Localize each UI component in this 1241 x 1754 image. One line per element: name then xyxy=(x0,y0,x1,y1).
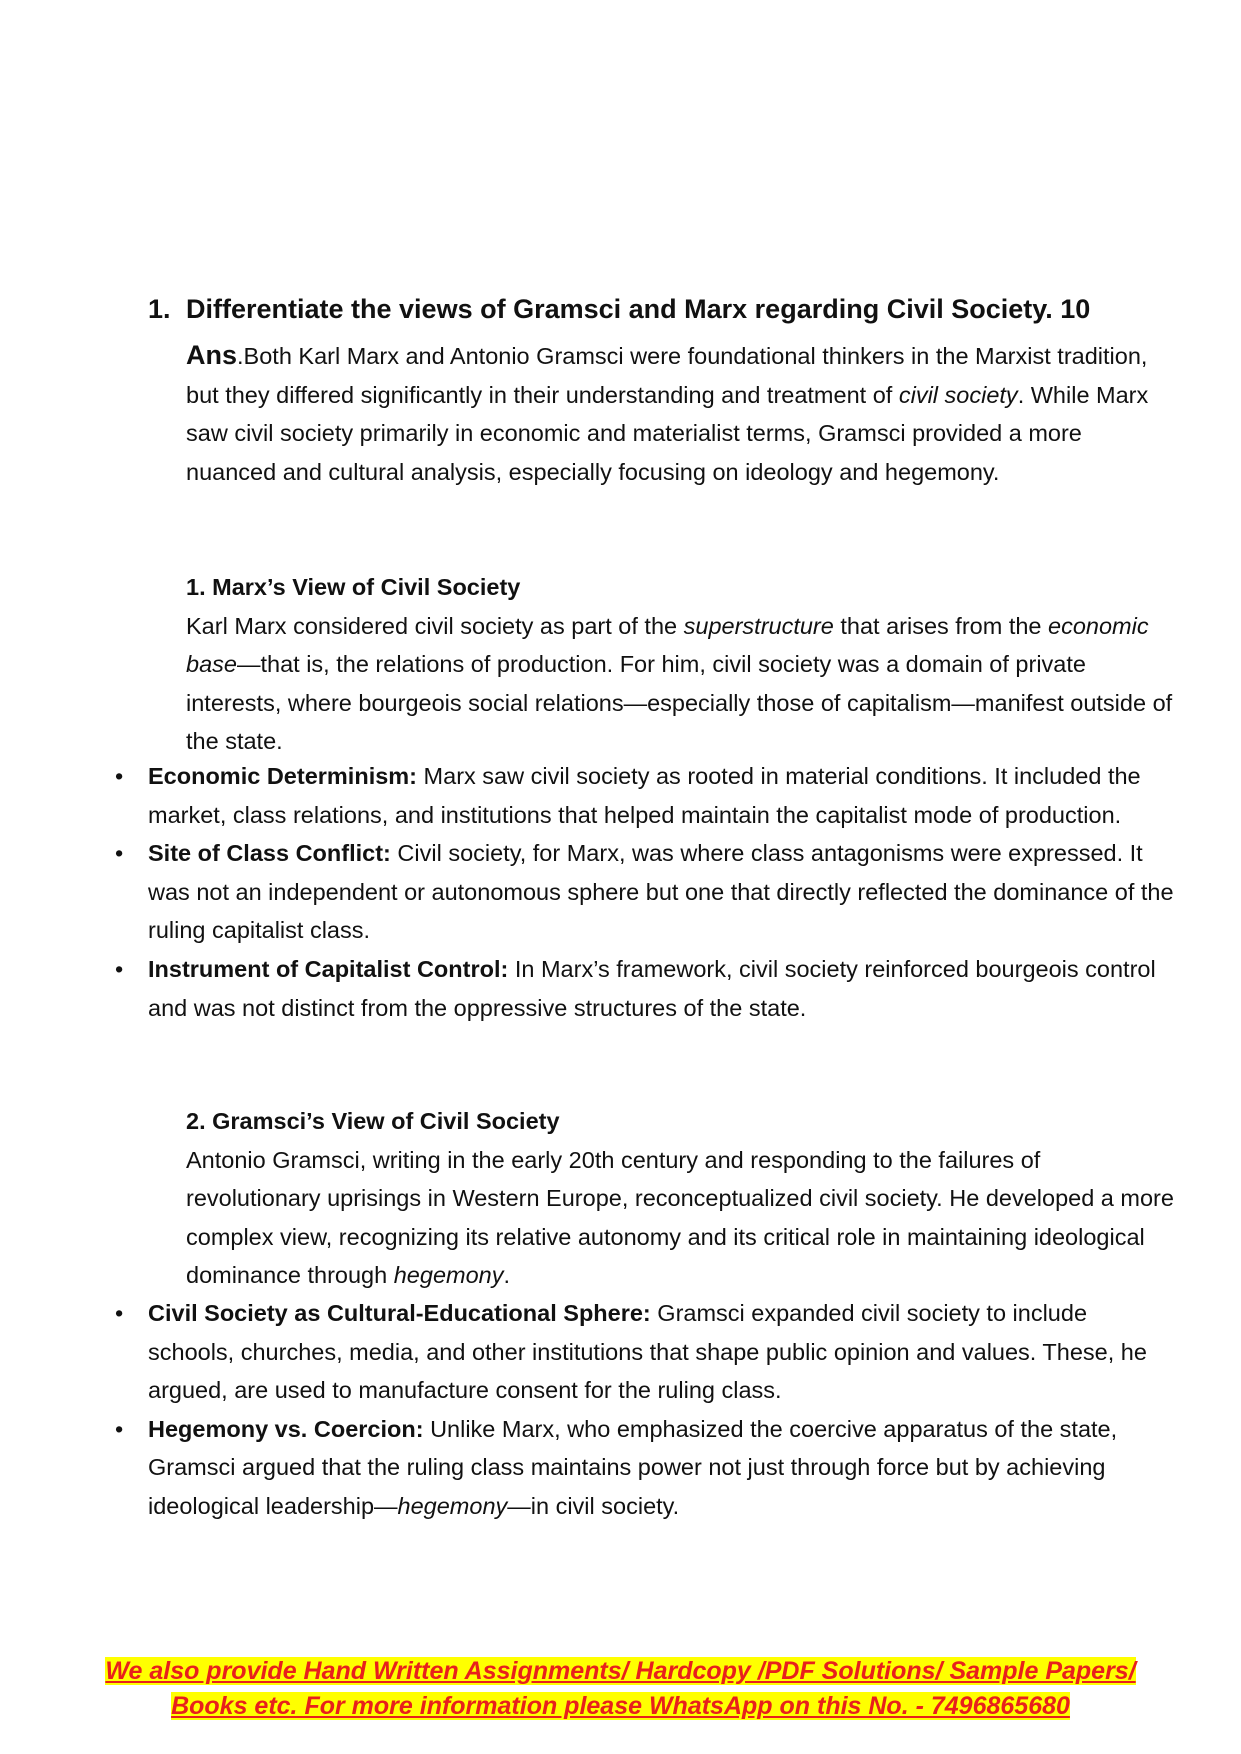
bullet-text: Gramsci expanded civil society to include schools, churches, media, and other institutions that shape public opinion and values. These, he argued, are used to manufacture consent for the ruling class. xyxy=(148,1300,1147,1404)
gramsci-text-2: . xyxy=(503,1262,511,1289)
list-item xyxy=(115,757,1178,834)
bullet-icon: • xyxy=(115,1415,124,1442)
bullet-text: Marx saw civil society as rooted in material conditions. It included the market, class relations, and institutions that helped maintain the capitalist mode of production. xyxy=(148,763,1141,828)
list-item xyxy=(115,1294,1178,1410)
promo-line-1: We also provide Hand Written Assignments/ Hardcopy /PDF Solutions/ Sample Papers/ xyxy=(105,1657,1136,1685)
bullet-text-tail: —in civil society. xyxy=(507,1492,680,1519)
bullet-term: Civil Society as Cultural-Educational Sphere: xyxy=(148,1300,651,1326)
list-item xyxy=(115,834,1178,950)
bullet-term: Site of Class Conflict: xyxy=(148,840,391,867)
answer-label: Ans xyxy=(186,340,238,370)
promo-footer xyxy=(0,1654,1241,1724)
answer-intro-emphasis: civil society xyxy=(898,381,1018,408)
bullet-text: Civil society, for Marx, was where class antagonisms were expressed. It was not an independent or autonomous sphere but one that directly reflected the dominance of the ruling capitalist class. xyxy=(148,840,1174,944)
gramsci-emphasis-hegemony: hegemony xyxy=(393,1262,504,1289)
marx-emphasis-superstructure: superstructure xyxy=(683,612,834,639)
bullet-term: Instrument of Capitalist Control: xyxy=(148,955,509,982)
bullet-icon: • xyxy=(115,840,124,867)
bullet-emphasis: hegemony xyxy=(397,1492,508,1519)
marx-text-2: that arises from the xyxy=(833,612,1049,639)
gramsci-text-1: Antonio Gramsci, writing in the early 20th century and responding to the failures of revolutionary uprisings in Western Europe, reconceptualized civil society. He developed a more complex view, recognizing its relative autonomy and its critical role in maintaining ideological dominance through xyxy=(186,1146,1174,1289)
marx-heading: 1. Marx’s View of Civil Society xyxy=(186,574,521,600)
bullet-icon: • xyxy=(115,955,124,982)
promo-line-2: Books etc. For more information please WhatsApp on this No. - 7496865680 xyxy=(171,1692,1070,1720)
bullet-term: Economic Determinism: xyxy=(148,763,418,789)
bullet-icon: • xyxy=(115,763,124,789)
marx-bullet-list xyxy=(115,757,1178,1027)
marx-text-1: Karl Marx considered civil society as part of the xyxy=(186,612,684,639)
bullet-text: In Marx’s framework, civil society reinforced bourgeois control and was not distinct from the oppressive structures of the state. xyxy=(148,955,1156,1021)
bullet-text: Unlike Marx, who emphasized the coercive apparatus of the state, Gramsci argued that the ruling class maintains power not just through force but by achieving ideological leadership— xyxy=(148,1415,1118,1519)
question-number: 1. xyxy=(148,294,171,324)
list-item xyxy=(115,950,1178,1027)
list-item xyxy=(115,1410,1178,1526)
gramsci-paragraph xyxy=(186,1141,1176,1295)
marx-paragraph xyxy=(186,607,1176,761)
answer-intro-text-2: . While Marx saw civil society primarily in economic and materialist terms, Gramsci provided a more nuanced and cultural analysis, especially focusing on ideology and hegemony. xyxy=(186,381,1149,485)
gramsci-heading: 2. Gramsci’s View of Civil Society xyxy=(186,1108,560,1134)
gramsci-section xyxy=(186,1102,1176,1295)
marx-section xyxy=(186,568,1176,761)
marx-text-3: —that is, the relations of production. For him, civil society was a domain of private interests, where bourgeois social relations—especially those of capitalism—manifest outside of the state. xyxy=(186,651,1173,755)
marx-emphasis-economic-base: economic base xyxy=(186,612,1149,678)
bullet-icon: • xyxy=(115,1300,124,1326)
bullet-term: Hegemony vs. Coercion: xyxy=(148,1415,424,1442)
question-title xyxy=(148,290,1188,328)
question-text: Differentiate the views of Gramsci and Marx regarding Civil Society. 10 xyxy=(186,294,1091,324)
answer-intro xyxy=(186,336,1176,491)
gramsci-bullet-list xyxy=(115,1294,1178,1526)
answer-intro-text-1: .Both Karl Marx and Antonio Gramsci were foundational thinkers in the Marxist tradition, but they differed significantly in their understanding and treatment of xyxy=(186,343,1148,408)
